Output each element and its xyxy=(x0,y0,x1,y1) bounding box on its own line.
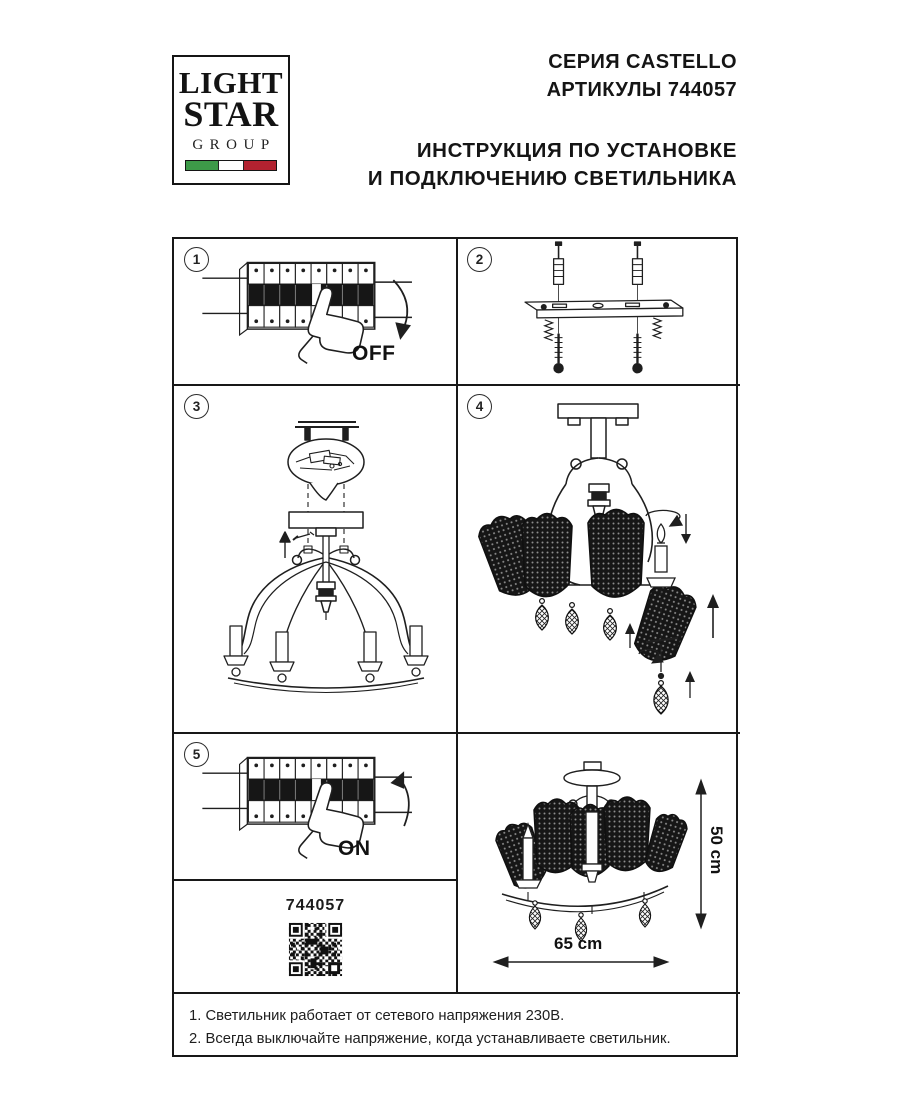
step-4-panel xyxy=(458,386,740,732)
shade-installation-diagram xyxy=(458,386,740,732)
step-4-number: 4 xyxy=(467,394,492,419)
width-dimension-arrow xyxy=(494,957,668,967)
breaker-on-diagram xyxy=(190,734,440,877)
step-3-number: 3 xyxy=(184,394,209,419)
switch-up-arrow-icon xyxy=(390,771,408,826)
step-2-panel xyxy=(458,239,740,384)
frame-assembly-diagram xyxy=(174,386,457,732)
header-series-block xyxy=(547,48,737,104)
logo-word-star: STAR xyxy=(183,94,279,135)
off-label: OFF xyxy=(352,342,396,365)
height-dimension-arrow xyxy=(696,780,706,928)
instruction-title-line2: И ПОДКЛЮЧЕНИЮ СВЕТИЛЬНИКА xyxy=(367,167,737,190)
article-qr-panel xyxy=(174,881,457,992)
push-down-arrow-icon xyxy=(681,514,691,544)
breaker-toggle-band xyxy=(248,779,373,801)
safety-notes xyxy=(174,992,740,1057)
breaker-top-modules xyxy=(248,263,373,284)
qr-code-icon xyxy=(287,921,344,978)
candle-holders xyxy=(224,626,428,682)
switch-down-arrow-icon xyxy=(393,280,411,340)
mounting-screw-icons xyxy=(554,334,642,373)
width-dimension-label: 65 cm xyxy=(554,934,603,953)
lift-up-arrow-icon xyxy=(280,532,290,558)
step-5-number: 5 xyxy=(184,742,209,767)
breaker-toggle-band xyxy=(248,284,373,306)
logo-word-group: GROUP xyxy=(192,137,276,154)
instruction-title-line1: ИНСТРУКЦИЯ ПО УСТАНОВКЕ xyxy=(416,139,737,162)
detached-shade-icon xyxy=(629,580,700,668)
series-title: СЕРИЯ CASTELLO xyxy=(548,51,737,73)
step-5-panel xyxy=(190,734,456,879)
lightstar-logo xyxy=(172,55,290,185)
logo-word-light: LIGHT xyxy=(178,64,284,100)
dimensions-panel xyxy=(458,734,740,992)
screw-icon xyxy=(293,532,314,540)
step-2-number: 2 xyxy=(467,247,492,272)
article-title: АРТИКУЛЫ 744057 xyxy=(546,79,737,101)
step-1-number: 1 xyxy=(184,247,209,272)
breaker-off-diagram xyxy=(190,239,440,382)
on-label: ON xyxy=(338,837,371,860)
bracket-diagram xyxy=(458,239,740,382)
step-3-panel xyxy=(174,386,457,732)
note-line-2: 2. Всегда выключайте напряжение, когда устанавливаете светильник. xyxy=(189,1031,671,1047)
italian-flag-icon xyxy=(185,160,277,171)
article-number: 744057 xyxy=(285,897,346,914)
mesh-shade-icons xyxy=(475,509,700,668)
instruction-table xyxy=(172,237,738,1057)
note-line-1: 1. Светильник работает от сетевого напряжения 230В. xyxy=(189,1008,565,1024)
height-dimension-label: 50 cm xyxy=(707,826,726,875)
step-1-panel xyxy=(190,239,456,384)
header-instruction-block xyxy=(368,137,737,193)
